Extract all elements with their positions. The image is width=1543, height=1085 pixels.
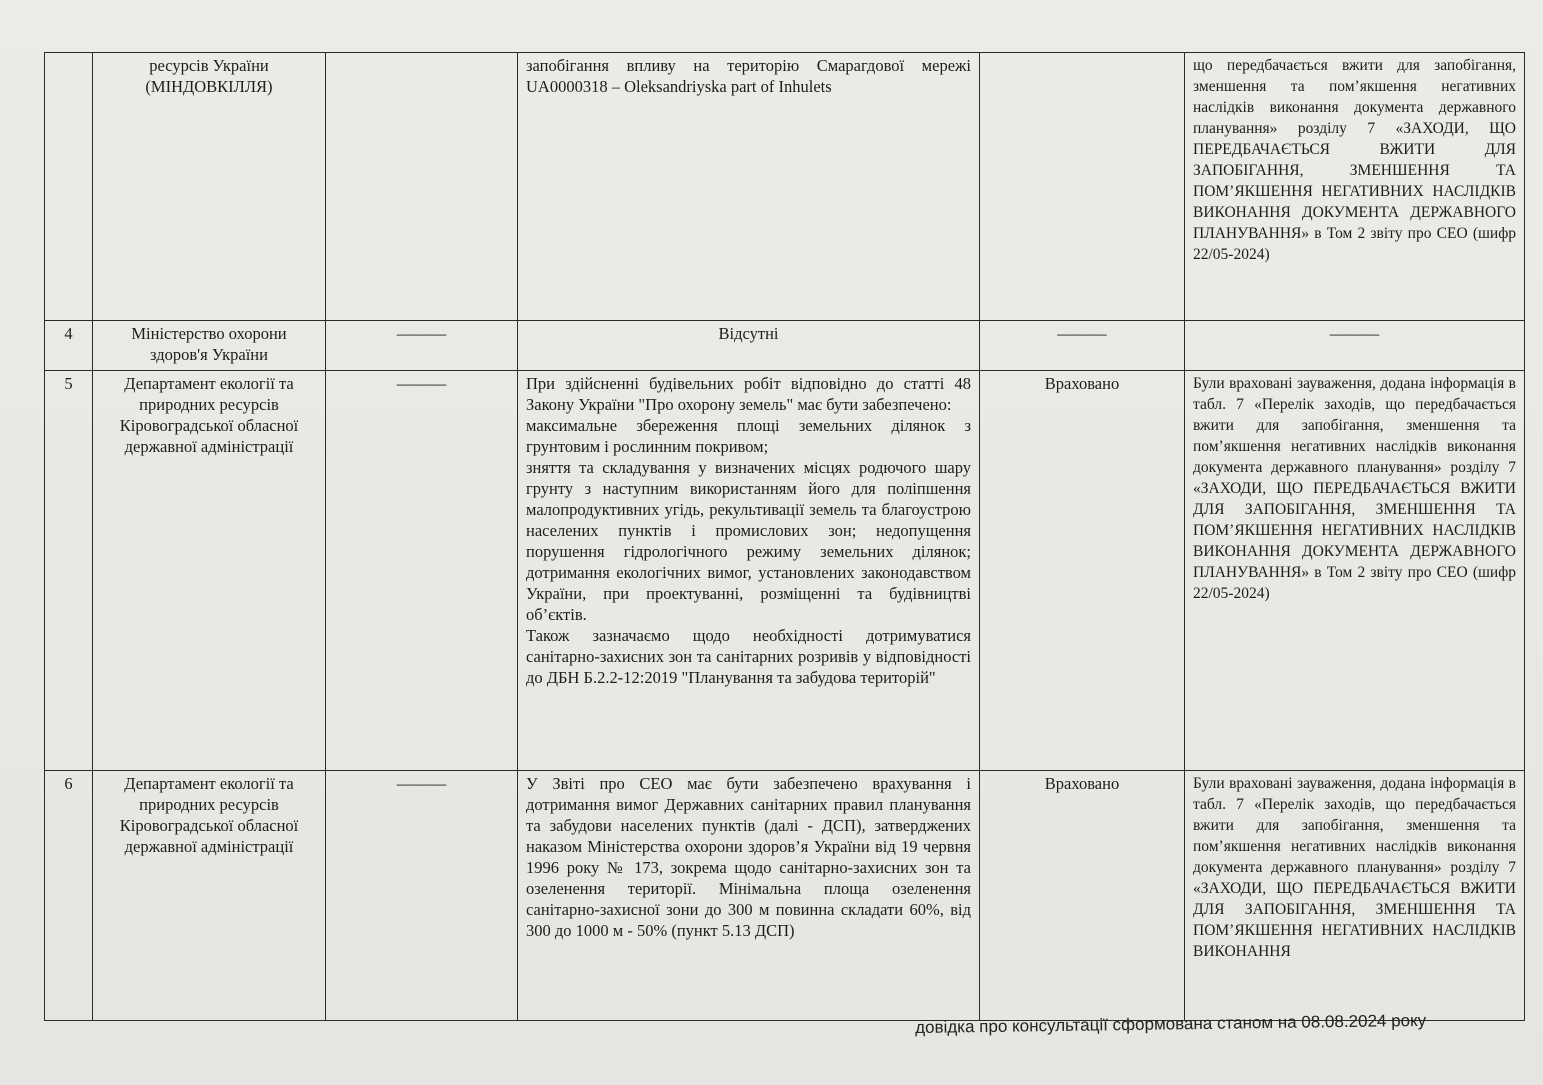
row-number: 5: [45, 371, 93, 771]
organization-name: Департамент екології та природних ресурсів Кіровоградської обласної державної адміністрації: [93, 371, 326, 771]
remark-text: запобігання впливу на територію Смарагдової мережі UA0000318 – Oleksandriyska part of Inhulets: [518, 53, 980, 321]
organization-name: Департамент екології та природних ресурсів Кіровоградської обласної державної адміністрації: [93, 771, 326, 1021]
proposal-cell: [326, 53, 518, 321]
consultation-table: [44, 52, 1525, 1021]
row-number: 6: [45, 771, 93, 1021]
response-text: Були враховані зауваження, додана інформація в табл. 7 «Перелік заходів, що передбачається вжити для запобігання, зменшення та пом’якшення негативних наслідків виконання документа державного планування» розділу 7 «ЗАХОДИ, ЩО ПЕРЕДБАЧАЄТЬСЯ ВЖИТИ ДЛЯ ЗАПОБІГАННЯ, ЗМЕНШЕННЯ ТА ПОМ’ЯКШЕННЯ НЕГАТИВНИХ НАСЛІДКІВ ВИКОНАННЯ ДОКУМЕНТА ДЕРЖАВНОГО ПЛАНУВАННЯ» в Том 2 звіту про СЕО (шифр 22/05-2024): [1185, 371, 1525, 771]
organization-name: ресурсів України (МІНДОВКІЛЛЯ): [93, 53, 326, 321]
proposal-cell: ———: [326, 371, 518, 771]
table-row: [45, 53, 1525, 321]
status-cell: Враховано: [980, 771, 1185, 1021]
remark-text: При здійсненні будівельних робіт відповідно до статті 48 Закону України "Про охорону земель" має бути забезпечено: максимальне збереження площі земельних ділянок з грунтовим і рослинним покривом; зняття та складування у визначених місцях родючого шару грунту з наступним використанням його для поліпшення малопродуктивних угідь, рекультивації земель та благоустрою населених пунктів і промислових зон; недопущення порушення гідрологічного режиму земельних ділянок; дотримання екологічних вимог, установлених законодавством України, при проектуванні, розміщенні та будівництві об’єктів. Також зазначаємо щодо необхідності дотримуватися санітарно-захисних зон та санітарних розривів у відповідності до ДБН Б.2.2-12:2019 "Планування та забудова територій": [518, 371, 980, 771]
organization-name: Міністерство охорони здоров'я України: [93, 321, 326, 371]
remark-text: Відсутні: [518, 321, 980, 371]
response-text: що передбачається вжити для запобігання, зменшення та пом’якшення негативних наслідків виконання документа державного планування» розділу 7 «ЗАХОДИ, ЩО ПЕРЕДБАЧАЄТЬСЯ ВЖИТИ ДЛЯ ЗАПОБІГАННЯ, ЗМЕНШЕННЯ ТА ПОМ’ЯКШЕННЯ НЕГАТИВНИХ НАСЛІДКІВ ВИКОНАННЯ ДОКУМЕНТА ДЕРЖАВНОГО ПЛАНУВАННЯ» в Том 2 звіту про СЕО (шифр 22/05-2024): [1185, 53, 1525, 321]
proposal-cell: ———: [326, 321, 518, 371]
remark-text: У Звіті про СЕО має бути забезпечено врахування і дотримання вимог Державних санітарних правил планування та забудови населених пунктів (далі - ДСП), затверджених наказом Міністерства охорони здоров’я України від 19 червня 1996 року № 173, зокрема щодо санітарно-захисних зон та озеленення території. Мінімальна площа озеленення санітарно-захисної зони до 300 м повинна складати 60%, від 300 до 1000 м - 50% (пункт 5.13 ДСП): [518, 771, 980, 1021]
status-cell: Враховано: [980, 371, 1185, 771]
footer-note: довідка про консультації сформована станом на 08.08.2024 року: [915, 1010, 1427, 1037]
response-text: ———: [1185, 321, 1525, 371]
status-cell: [980, 53, 1185, 321]
row-number: 4: [45, 321, 93, 371]
status-cell: ———: [980, 321, 1185, 371]
table-row: [45, 371, 1525, 771]
table-row: [45, 321, 1525, 371]
row-number: [45, 53, 93, 321]
proposal-cell: ———: [326, 771, 518, 1021]
table-row: [45, 771, 1525, 1021]
response-text: Були враховані зауваження, додана інформація в табл. 7 «Перелік заходів, що передбачається вжити для запобігання, зменшення та пом’якшення негативних наслідків виконання документа державного планування» розділу 7 «ЗАХОДИ, ЩО ПЕРЕДБАЧАЄТЬСЯ ВЖИТИ ДЛЯ ЗАПОБІГАННЯ, ЗМЕНШЕННЯ ТА ПОМ’ЯКШЕННЯ НЕГАТИВНИХ НАСЛІДКІВ ВИКОНАННЯ: [1185, 771, 1525, 1021]
